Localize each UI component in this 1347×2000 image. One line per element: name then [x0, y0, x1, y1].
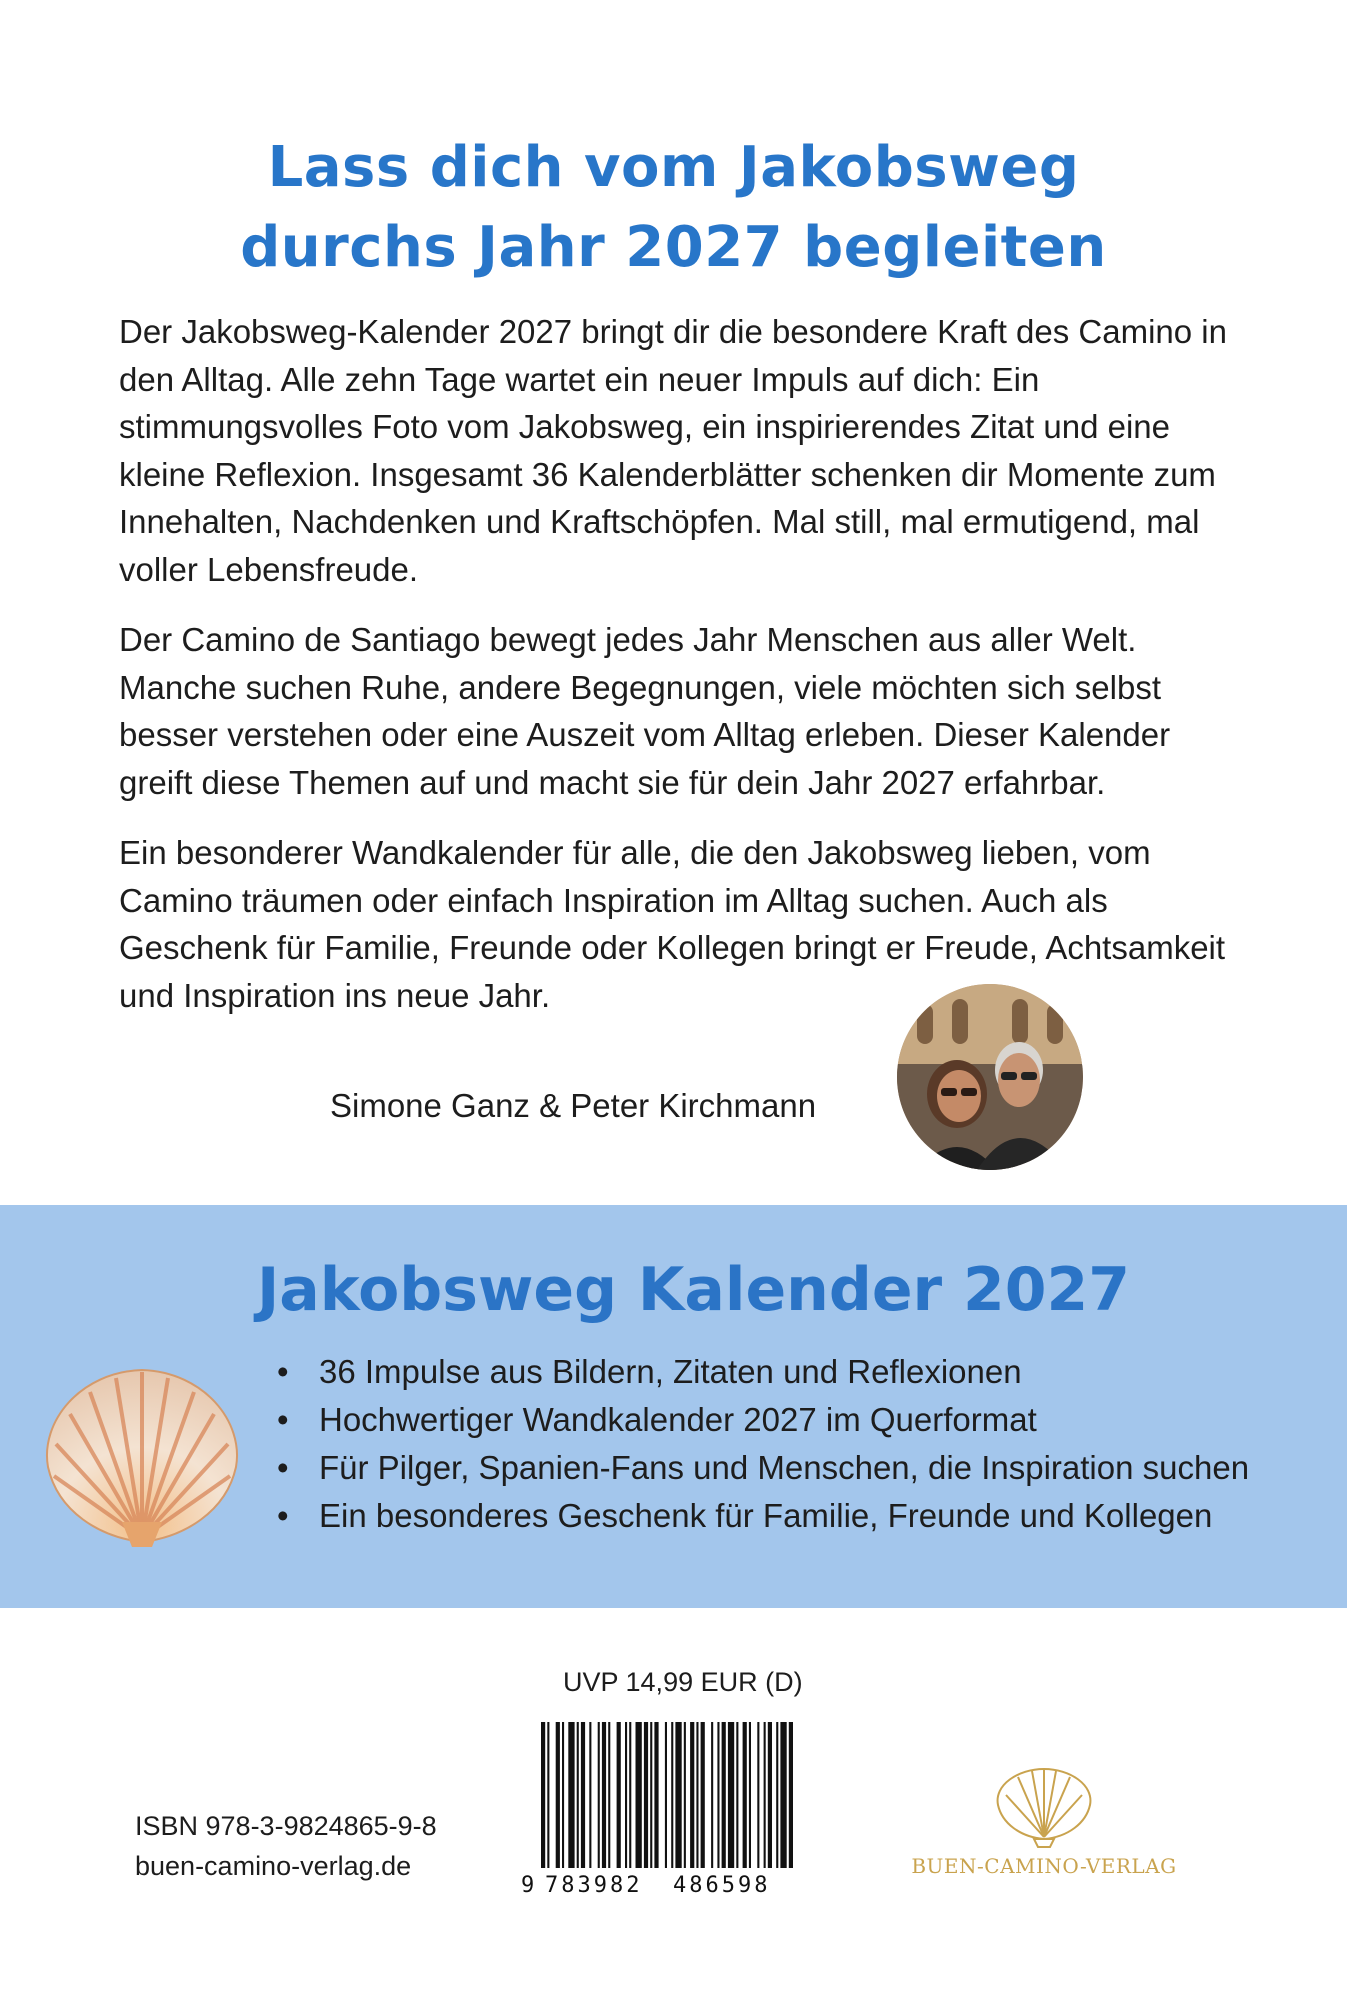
barcode-bar — [789, 1722, 793, 1868]
barcode-bar — [556, 1722, 560, 1868]
barcode-bar — [675, 1722, 681, 1868]
barcode-bar — [629, 1722, 631, 1868]
barcode-bar — [764, 1722, 766, 1868]
barcode-bar — [644, 1722, 648, 1868]
headline — [0, 128, 1347, 288]
barcode-bar — [701, 1722, 705, 1868]
barcode-bar — [581, 1722, 585, 1868]
barcode-bar — [690, 1722, 694, 1868]
price-label: UVP 14,99 EUR (D) — [563, 1667, 803, 1697]
barcode-bar — [650, 1722, 652, 1868]
barcode-bar — [717, 1722, 719, 1868]
publisher-logo-graphic — [894, 1765, 1194, 1885]
barcode-bar — [768, 1722, 772, 1868]
barcode-bar — [743, 1722, 747, 1868]
barcode-bar — [665, 1722, 667, 1868]
barcode-first-digit: 9 — [521, 1873, 535, 1898]
logo-shell-icon — [998, 1769, 1091, 1847]
bullet: • — [277, 1497, 289, 1534]
feature-item — [277, 1444, 1249, 1492]
band-title: Jakobsweg Kalender 2027 — [256, 1255, 1131, 1325]
barcode-bar — [749, 1722, 751, 1868]
publisher-name: BUEN-CAMINO-VERLAG — [911, 1854, 1177, 1878]
author-portrait-photo — [897, 984, 1083, 1170]
barcode-bar — [568, 1722, 574, 1868]
barcode-bar — [636, 1722, 642, 1868]
barcode-bar — [684, 1722, 686, 1868]
barcode-digits-right: 486598 — [673, 1873, 771, 1898]
feature-item — [277, 1348, 1249, 1396]
barcode-bar — [589, 1722, 591, 1868]
feature-item — [277, 1396, 1249, 1444]
barcode-bar — [711, 1722, 713, 1868]
barcode-bar — [757, 1722, 759, 1868]
scallop-shell-icon — [40, 1362, 245, 1550]
barcode-bar — [598, 1722, 600, 1868]
feature-text: Hochwertiger Wandkalender 2027 im Querformat — [319, 1401, 1037, 1438]
barcode-bar — [722, 1722, 726, 1868]
description-text — [119, 308, 1249, 1042]
headline-line-2: durchs Jahr 2027 begleiten — [240, 215, 1107, 280]
isbn-barcode — [519, 1720, 807, 1900]
barcode-bar — [625, 1722, 627, 1868]
barcode-bar — [654, 1722, 658, 1868]
barcode-bars — [519, 1720, 807, 1900]
paragraph-2: Der Camino de Santiago bewegt jedes Jahr Menschen aus aller Welt. Manche suchen Ruhe, andere Begegnungen, viele möchten sich selbst besser verstehen oder eine Auszeit vom Alltag erleben. Dieser Kalender greift diese Themen auf und macht sie für dein Jahr 2027 erfahrbar. — [119, 621, 1171, 801]
publisher-logo — [894, 1765, 1194, 1885]
barcode-bar — [728, 1722, 734, 1868]
feature-item — [277, 1492, 1249, 1540]
barcode-bar — [776, 1722, 778, 1868]
barcode-bar — [696, 1722, 698, 1868]
feature-text: Ein besonderes Geschenk für Familie, Freunde und Kollegen — [319, 1497, 1213, 1534]
bullet: • — [277, 1449, 289, 1486]
feature-text: 36 Impulse aus Bildern, Zitaten und Reflexionen — [319, 1353, 1022, 1390]
barcode-bar — [547, 1722, 549, 1868]
feature-text: Für Pilger, Spanien-Fans und Menschen, die Inspiration suchen — [319, 1449, 1250, 1486]
barcode-bar — [602, 1722, 606, 1868]
shell-illustration — [40, 1362, 245, 1550]
barcode-bar — [577, 1722, 579, 1868]
bullet: • — [277, 1353, 289, 1390]
isbn-number: ISBN 978-3-9824865-9-8 — [135, 1811, 437, 1841]
author-names: Simone Ganz & Peter Kirchmann — [330, 1087, 817, 1124]
barcode-bar — [736, 1722, 738, 1868]
portrait-illustration — [897, 984, 1083, 1170]
barcode-bar — [608, 1722, 610, 1868]
barcode-digits-left: 783982 — [545, 1873, 643, 1898]
barcode-bar — [780, 1722, 786, 1868]
paragraph-3: Ein besonderer Wandkalender für alle, die den Jakobsweg lieben, vom Camino träumen oder einfach Inspiration im Alltag suchen. Auch als Geschenk für Familie, Freunde oder Kollegen bringt er Freude, Achtsamkeit und Inspiration ins neue Jahr. — [119, 834, 1226, 1014]
publisher-website: buen-camino-verlag.de — [135, 1851, 412, 1881]
bullet: • — [277, 1401, 289, 1438]
barcode-bar — [541, 1722, 545, 1868]
barcode-bar — [617, 1722, 621, 1868]
feature-list — [277, 1348, 1249, 1540]
headline-line-1: Lass dich vom Jakobsweg — [267, 135, 1080, 200]
paragraph-1: Der Jakobsweg-Kalender 2027 bringt dir die besondere Kraft des Camino in den Alltag. Alle zehn Tage wartet ein neuer Impuls auf dich: Ein stimmungsvolles Foto vom Jakobsweg, ein inspirierendes Zitat und eine kleine Reflexion. Insgesamt 36 Kalenderblätter schenken dir Momente zum Innehalten, Nachdenken und Kraftschöpfen. Mal still, mal ermutigend, mal voller Lebensfreude. — [119, 313, 1227, 588]
barcode-bar — [671, 1722, 673, 1868]
barcode-bar — [562, 1722, 564, 1868]
